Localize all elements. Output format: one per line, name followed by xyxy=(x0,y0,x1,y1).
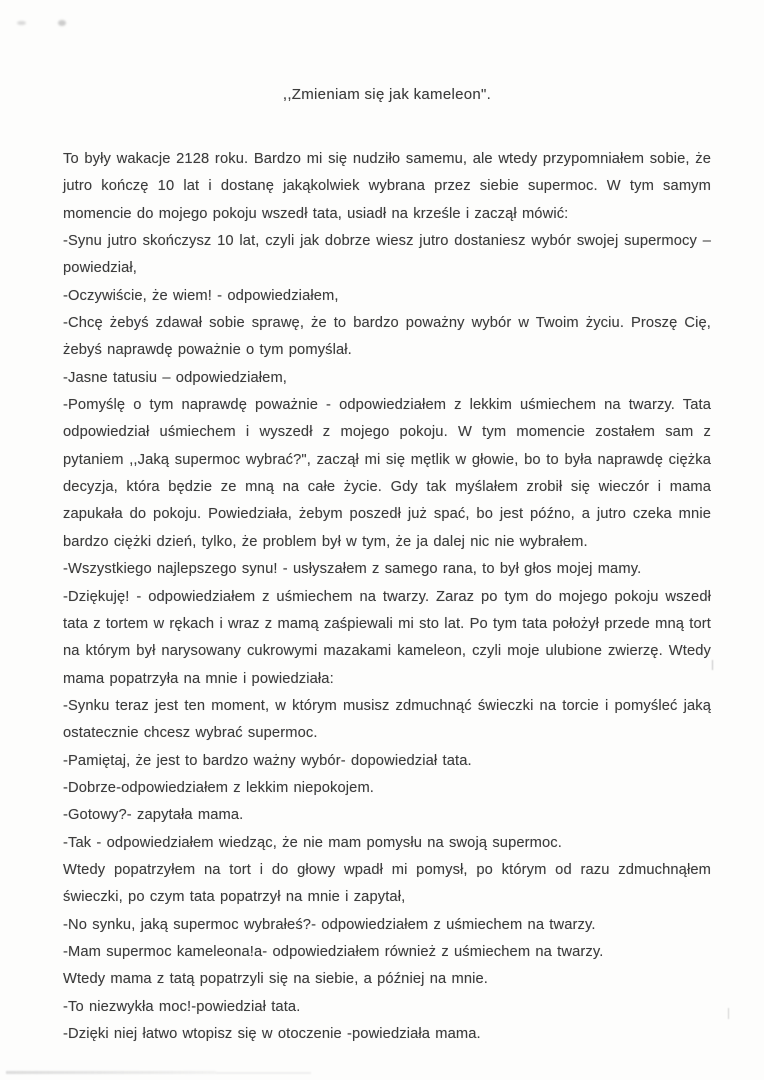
scan-tick-artifact xyxy=(728,1008,729,1019)
paragraph: -Synu jutro skończysz 10 lat, czyli jak dobrze wiesz jutro dostaniesz wybór swojej supermocy – powiedział, xyxy=(63,233,711,277)
paragraph: -To niezwykła moc!-powiedział tata. xyxy=(63,998,301,1015)
paragraph: -Gotowy?- zapytała mama. xyxy=(63,807,244,824)
paragraph: -Dobrze-odpowiedziałem z lekkim niepokojem. xyxy=(63,779,375,796)
paragraph: -Pamiętaj, że jest to bardzo ważny wybór- dopowiedział tata. xyxy=(63,752,472,769)
paragraph: -Mam supermoc kameleona!a- odpowiedziałem również z uśmiechem na twarzy. xyxy=(63,943,604,960)
paragraph: -No synku, jaką supermoc wybrałeś?- odpowiedziałem z uśmiechem na twarzy. xyxy=(63,916,596,933)
paragraph: -Synku teraz jest ten moment, w którym musisz zdmuchnąć świeczki na torcie i pomyśleć jaką ostatecznie chcesz wybrać supermoc. xyxy=(63,697,711,742)
scan-speck-artifact xyxy=(17,21,26,25)
paragraph: -Pomyślę o tym naprawdę poważnie - odpowiedziałem z lekkim uśmiechem na twarzy. Tata odpowiedział uśmiechem i wyszedł z mojego pokoju. W tym momencie zostałem sam z pytaniem ,,Jaką supermoc wybrać?", zaczął mi się mętlik w głowie, bo to była naprawdę ciężka decyzja, która będzie ze mną na całe życie. Gdy tak myślałem zrobił się wieczór i mama zapukała do pokoju. Powiedziała, żebym poszedł już spać, bo jest późno, a jutro czeka mnie bardzo ciężki dzień, tylko, że problem był w tym, że ja dalej nic nie wybrałem. xyxy=(63,397,711,550)
paragraph-list xyxy=(63,146,711,1048)
paragraph: -Jasne tatusiu – odpowiedziałem, xyxy=(63,369,288,386)
paragraph: Wtedy popatrzyłem na tort i do głowy wpadł mi pomysł, po którym od razu zdmuchnąłem świeczki, po czym tata popatrzył na mnie i zapytał, xyxy=(63,861,711,906)
paragraph: -Wszystkiego najlepszego synu! - usłyszałem z samego rana, to był głos mojej mamy. xyxy=(63,561,642,578)
scan-smudge-artifact xyxy=(6,1071,216,1074)
paragraph: -Dzięki niej łatwo wtopisz się w otoczenie -powiedziała mama. xyxy=(63,1026,481,1042)
scan-tick-artifact xyxy=(712,660,713,670)
paragraph: Wtedy mama z tatą popatrzyli się na siebie, a później na mnie. xyxy=(63,971,488,988)
paragraph: -Chcę żebyś zdawał sobie sprawę, że to bardzo poważny wybór w Twoim życiu. Proszę Cię, żebyś naprawdę poważnie o tym pomyślał. xyxy=(63,315,711,359)
paragraph: -Dziękuję! - odpowiedziałem z uśmiechem na twarzy. Zaraz po tym do mojego pokoju wszedł tata z tortem w rękach i wraz z mamą zaśpiewali mi sto lat. Po tym tata położył przede mną tort na którym był narysowany cukrowymi mazakami kameleon, czyli moje ulubione zwierzę. Wtedy mama popatrzyła na mnie i powiedziała: xyxy=(63,588,711,687)
scan-smudge-artifact xyxy=(216,1072,311,1074)
scan-speck-artifact xyxy=(58,20,66,26)
paragraph: -Oczywiście, że wiem! - odpowiedziałem, xyxy=(63,287,339,304)
document-title: ,,Zmieniam się jak kameleon". xyxy=(282,86,492,103)
paragraph: To były wakacje 2128 roku. Bardzo mi się nudziło samemu, ale wtedy przypomniałem sobie, że jutro kończę 10 lat i dostanę jakąkolwiek wybrana przez siebie supermoc. W tym samym momencie do mojego pokoju wszedł tata, usiadł na krześle i zaczął mówić: xyxy=(63,151,711,222)
document-body xyxy=(63,86,711,1048)
paragraph: -Tak - odpowiedziałem wiedząc, że nie mam pomysłu na swoją supermoc. xyxy=(63,834,562,851)
